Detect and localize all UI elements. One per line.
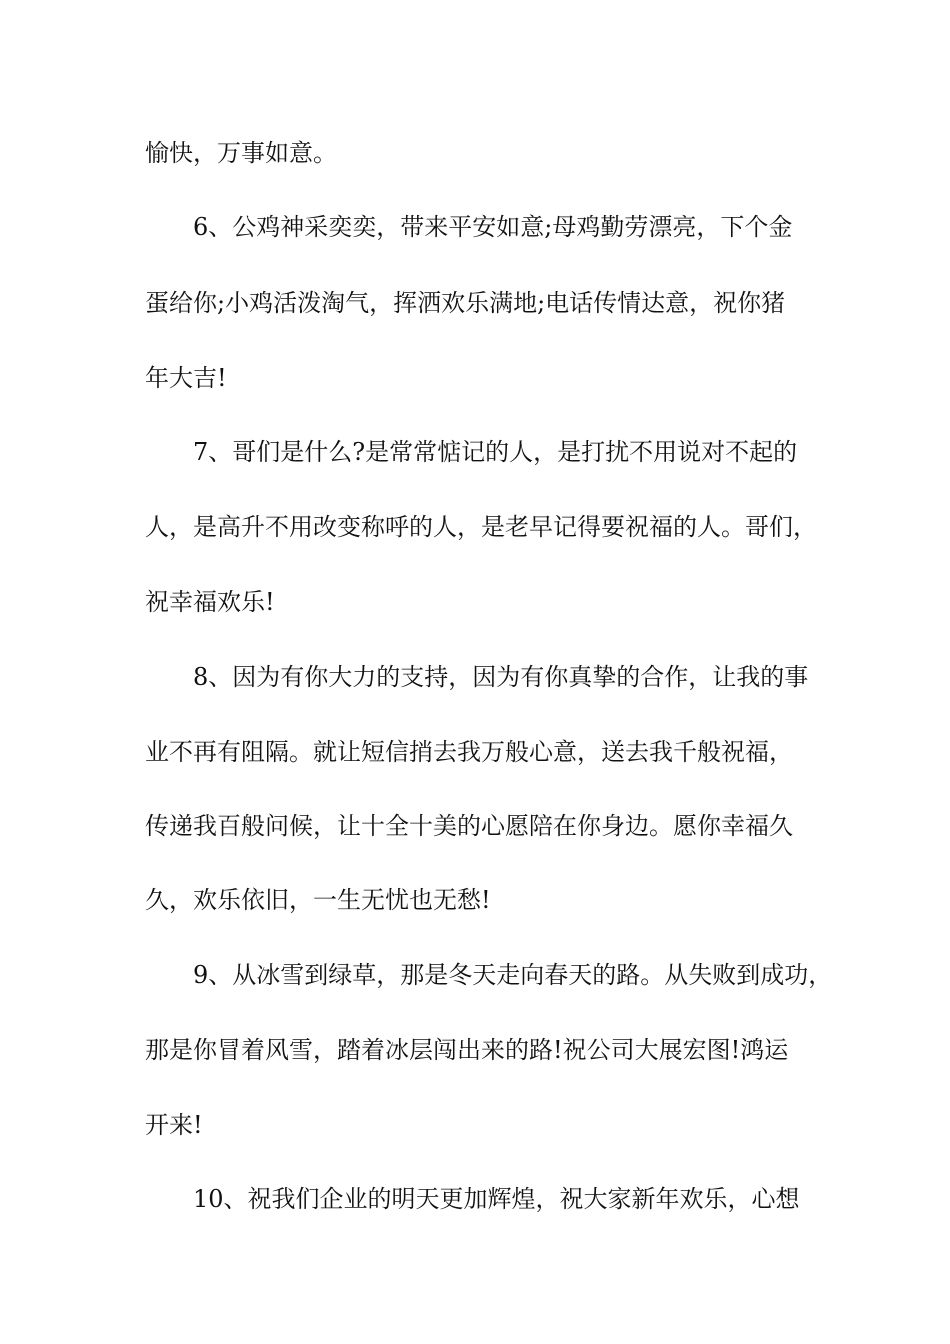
text-line: [0, 1030, 950, 1070]
text-line: [0, 358, 950, 398]
text-line-content: 那是你冒着风雪，踏着冰层闯出来的路!祝公司大展宏图!鸿运: [145, 1036, 789, 1064]
text-line-content: 年大吉!: [145, 364, 227, 392]
text-line: [0, 582, 950, 622]
text-line-content: 8、因为有你大力的支持，因为有你真挚的合作，让我的事: [193, 663, 809, 691]
paragraph-9-start: [0, 955, 950, 995]
text-line: [0, 732, 950, 772]
text-line-content: 9、从冰雪到绿草，那是冬天走向春天的路。从失败到成功，: [193, 961, 833, 989]
text-line-content: 6、公鸡神采奕奕，带来平安如意;母鸡勤劳漂亮，下个金: [193, 213, 793, 241]
paragraph-6-start: [0, 207, 950, 247]
text-line: [0, 507, 950, 547]
text-line-content: 久，欢乐依旧，一生无忧也无愁!: [145, 886, 491, 914]
text-line: [0, 1105, 950, 1145]
text-line-content: 愉快，万事如意。: [145, 139, 337, 167]
text-line-content: 传递我百般问候，让十全十美的心愿陪在你身边。愿你幸福久: [145, 812, 793, 840]
text-line-content: 人，是高升不用改变称呼的人，是老早记得要祝福的人。哥们，: [145, 513, 817, 541]
text-line-content: 开来!: [145, 1111, 203, 1139]
text-line: [0, 880, 950, 920]
text-line-content: 祝幸福欢乐!: [145, 588, 275, 616]
text-line: [0, 283, 950, 323]
text-line-content: 10、祝我们企业的明天更加辉煌，祝大家新年欢乐，心想: [193, 1185, 800, 1213]
text-line-content: 7、哥们是什么?是常常惦记的人，是打扰不用说对不起的: [193, 438, 798, 466]
text-line-content: 蛋给你;小鸡活泼淘气，挥洒欢乐满地;电话传情达意，祝你猪: [145, 289, 786, 317]
paragraph-10-start: [0, 1179, 950, 1219]
text-line: [0, 806, 950, 846]
paragraph-8-start: [0, 657, 950, 697]
paragraph-7-start: [0, 432, 950, 472]
text-line-content: 业不再有阻隔。就让短信捎去我万般心意，送去我千般祝福，: [145, 738, 793, 766]
text-line: [0, 133, 950, 173]
